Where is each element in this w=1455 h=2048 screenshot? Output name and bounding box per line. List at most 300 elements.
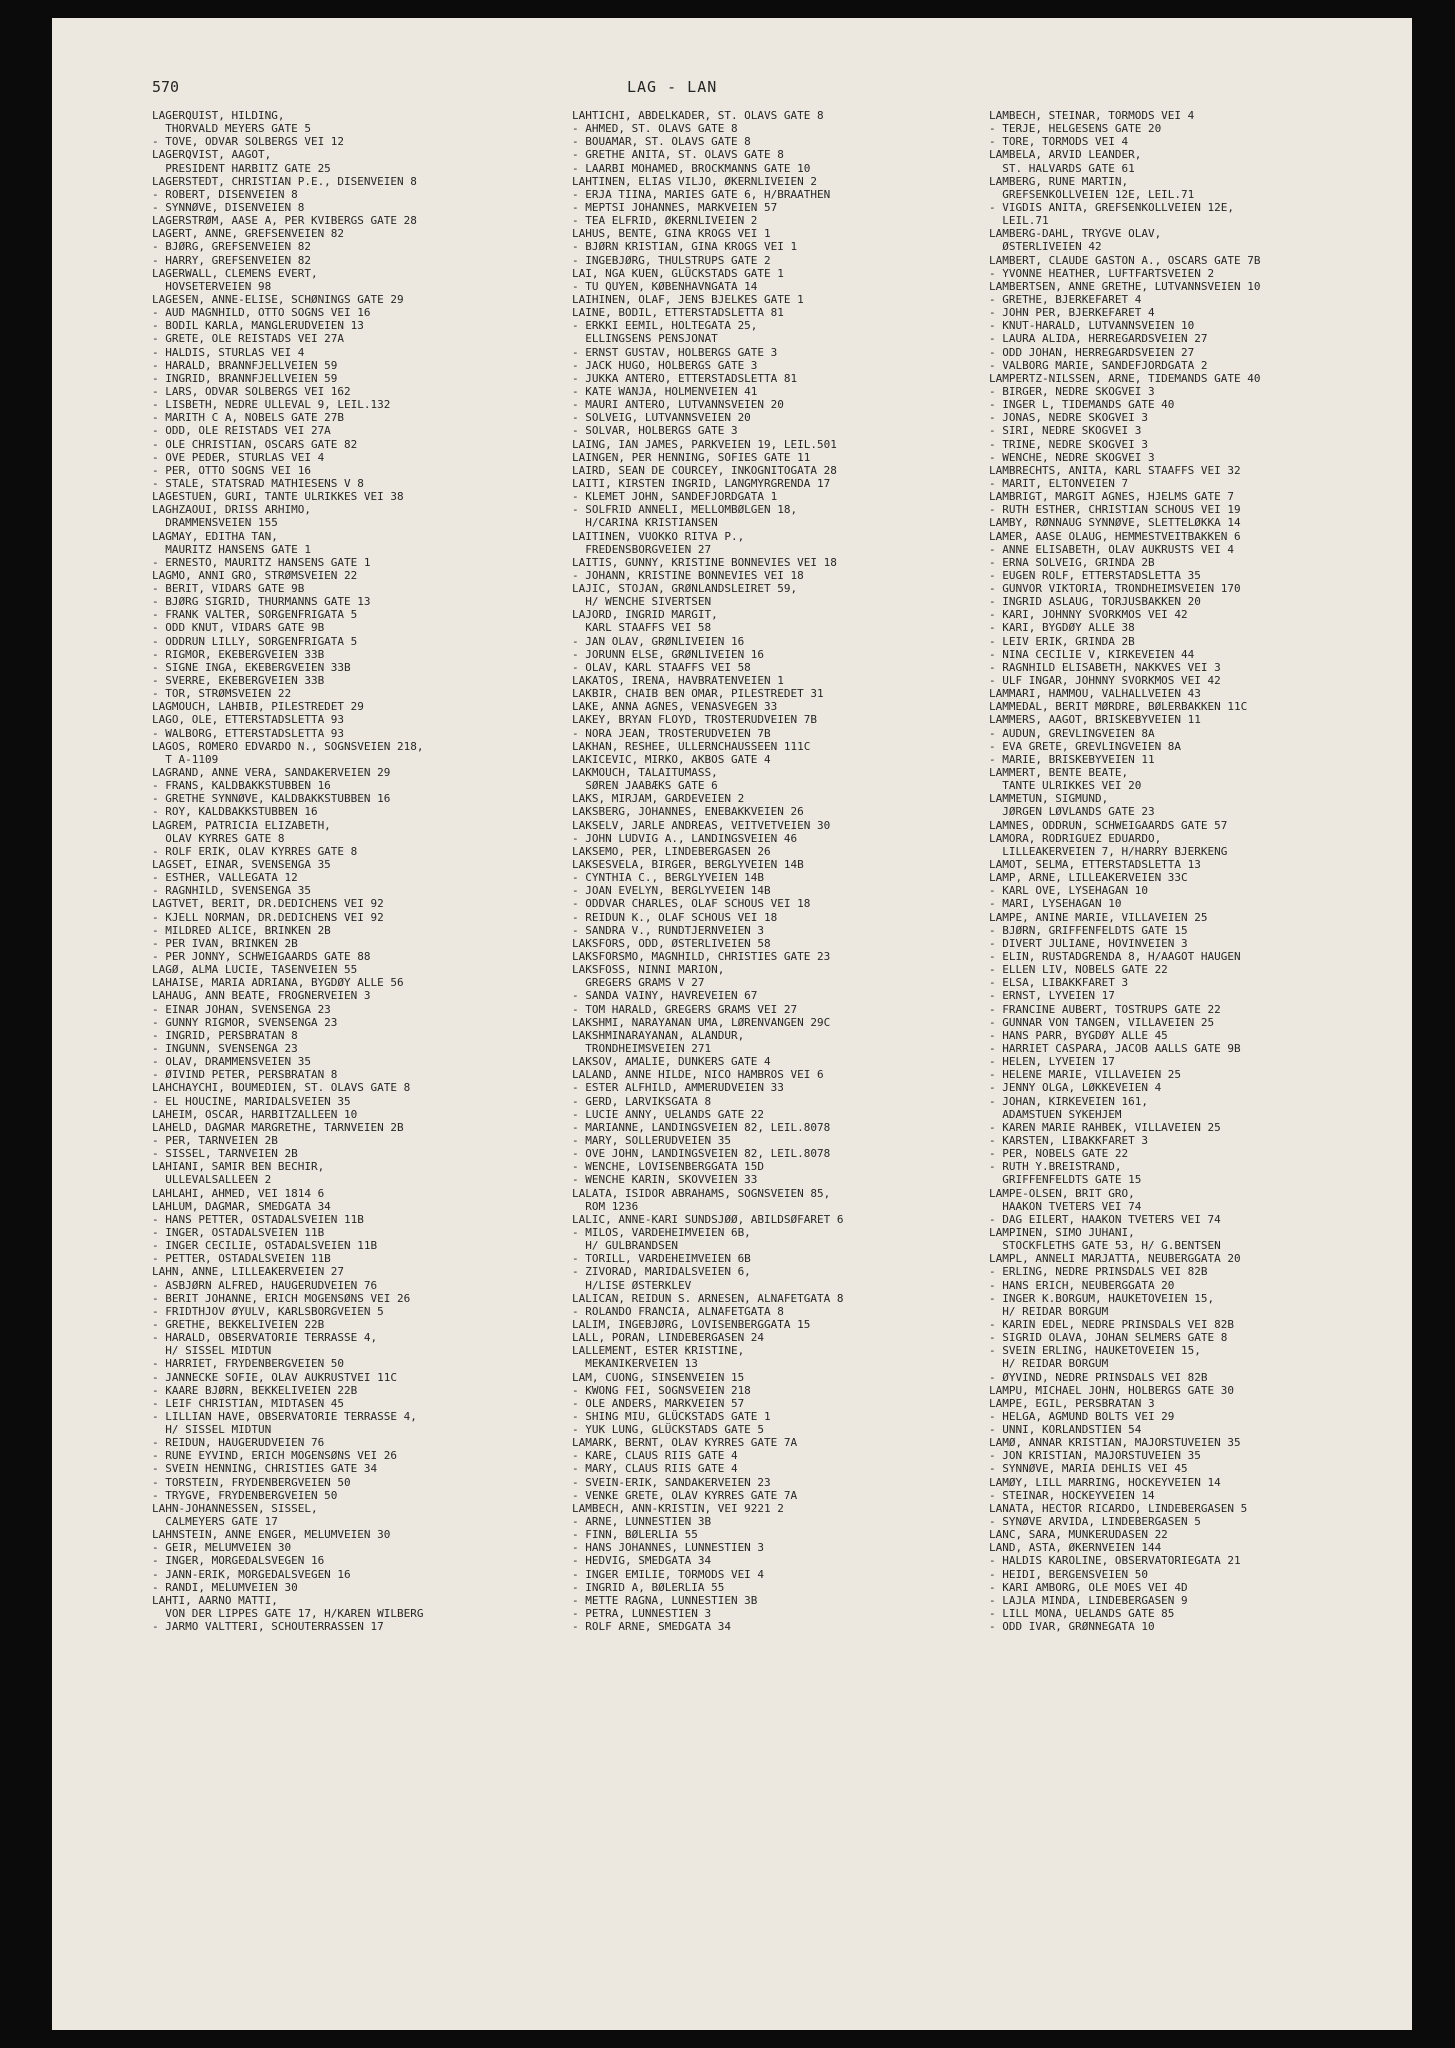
directory-entry-line: LAHN-JOHANNESSEN, SISSEL, bbox=[152, 1501, 318, 1515]
directory-column-1 bbox=[152, 109, 572, 1633]
directory-entry-line: ROM 1236 bbox=[572, 1199, 639, 1213]
directory-entry-line: STOCKFLETHS GATE 53, H/ G.BENTSEN bbox=[989, 1239, 1221, 1253]
directory-entry-line: LAINGEN, PER HENNING, SOFIES GATE 11 bbox=[572, 450, 811, 464]
directory-page bbox=[52, 18, 1412, 2030]
directory-entry-line: - GEIR, MELUMVEIEN 30 bbox=[152, 1541, 292, 1555]
directory-entry-line: - HANS ERICH, NEUBERGGATA 20 bbox=[989, 1278, 1175, 1292]
directory-entry-line: LAMNES, ODDRUN, SCHWEIGAARDS GATE 57 bbox=[989, 818, 1228, 832]
directory-entry-line: LAMOT, SELMA, ETTERSTADSLETTA 13 bbox=[989, 858, 1201, 872]
directory-entry-line: LAMARK, BERNT, OLAV KYRRES GATE 7A bbox=[572, 1436, 798, 1450]
directory-entry-line: - HARRY, GREFSENVEIEN 82 bbox=[152, 253, 311, 267]
directory-entry-line: - ØIVIND PETER, PERSBRATAN 8 bbox=[152, 1068, 338, 1082]
directory-entry-line: - RANDI, MELUMVEIEN 30 bbox=[152, 1580, 298, 1594]
directory-entry-line: - WENCHE, LOVISENBERGGATA 15D bbox=[572, 1160, 765, 1174]
directory-entry-line: - FINN, BØLERLIA 55 bbox=[572, 1528, 698, 1542]
directory-entry-line: - GUNNAR VON TANGEN, VILLAVEIEN 25 bbox=[989, 1015, 1215, 1029]
directory-entry-line: - AHMED, ST. OLAVS GATE 8 bbox=[572, 122, 738, 136]
directory-entry-line: - JARMO VALTTERI, SCHOUTERRASSEN 17 bbox=[152, 1620, 384, 1634]
directory-entry-line: LAKS, MIRJAM, GARDEVEIEN 2 bbox=[572, 792, 745, 806]
directory-entry-line: - KNUT-HARALD, LUTVANNSVEIEN 10 bbox=[989, 319, 1195, 333]
directory-entry-line: LAGO, OLE, ETTERSTADSLETTA 93 bbox=[152, 713, 345, 727]
directory-entry-line: LAHLUM, DAGMAR, SMEDGATA 34 bbox=[152, 1199, 331, 1213]
directory-entry-line: - FRANS, KALDBAKKSTUBBEN 16 bbox=[152, 779, 331, 793]
directory-entry-line: - ESTER ALFHILD, AMMERUDVEIEN 33 bbox=[572, 1081, 784, 1095]
directory-entry-line: - FRIDTHJOV ØYULV, KARLSBORGVEIEN 5 bbox=[152, 1304, 384, 1318]
directory-entry-line: LAM, CUONG, SINSENVEIEN 15 bbox=[572, 1370, 745, 1384]
directory-entry-line: - ERJA TIINA, MARIES GATE 6, H/BRAATHEN bbox=[572, 187, 831, 201]
directory-entry-line: - INGER EMILIE, TORMODS VEI 4 bbox=[572, 1567, 765, 1581]
directory-entry-line: KARL STAAFFS VEI 58 bbox=[572, 621, 712, 635]
directory-entry-line: LALAND, ANNE HILDE, NICO HAMBROS VEI 6 bbox=[572, 1068, 824, 1082]
directory-entry-line: - ODDRUN LILLY, SORGENFRIGATA 5 bbox=[152, 634, 358, 648]
directory-entry-line: - JOHANN, KRISTINE BONNEVIES VEI 18 bbox=[572, 568, 804, 582]
directory-entry-line: LAGMO, ANNI GRO, STRØMSVEIEN 22 bbox=[152, 568, 358, 582]
directory-entry-line: - ROLF ARNE, SMEDGATA 34 bbox=[572, 1620, 731, 1634]
directory-entry-line: - LAURA ALIDA, HERREGARDSVEIEN 27 bbox=[989, 332, 1208, 346]
directory-entry-line: - LEIF CHRISTIAN, MIDTASEN 45 bbox=[152, 1396, 345, 1410]
directory-entry-line: - SVERRE, EKEBERGVEIEN 33B bbox=[152, 674, 325, 688]
directory-entry-line: - HARALD, BRANNFJELLVEIEN 59 bbox=[152, 358, 338, 372]
directory-entry-line: H/ SISSEL MIDTUN bbox=[152, 1344, 272, 1358]
directory-entry-line: ST. HALVARDS GATE 61 bbox=[989, 161, 1135, 175]
directory-entry-line: - HELEN, LYVEIEN 17 bbox=[989, 1055, 1115, 1069]
directory-entry-line: - VENKE GRETE, OLAV KYRRES GATE 7A bbox=[572, 1488, 798, 1502]
directory-entry-line: LAMP, ARNE, LILLEAKERVEIEN 33C bbox=[989, 871, 1188, 885]
directory-entry-line: LAGERSTEDT, CHRISTIAN P.E., DISENVEIEN 8 bbox=[152, 174, 417, 188]
directory-entry-line: LAKSFORS, ODD, ØSTERLIVEIEN 58 bbox=[572, 936, 771, 950]
directory-entry-line: ULLEVALSALLEEN 2 bbox=[152, 1173, 272, 1187]
directory-entry-line: LAKHAN, RESHEE, ULLERNCHAUSSEEN 111C bbox=[572, 739, 811, 753]
directory-entry-line: - ROLF ERIK, OLAV KYRRES GATE 8 bbox=[152, 844, 358, 858]
directory-entry-line: LAKICEVIC, MIRKO, AKBOS GATE 4 bbox=[572, 752, 771, 766]
directory-entry-line: JØRGEN LØVLANDS GATE 23 bbox=[989, 805, 1155, 819]
directory-entry-line: - HANS JOHANNES, LUNNESTIEN 3 bbox=[572, 1541, 765, 1555]
directory-entry-line: LAKSBERG, JOHANNES, ENEBAKKVEIEN 26 bbox=[572, 805, 804, 819]
directory-entry-line: PRESIDENT HARBITZ GATE 25 bbox=[152, 161, 331, 175]
directory-entry-line: LALIM, INGEBJØRG, LOVISENBERGGATA 15 bbox=[572, 1317, 811, 1331]
directory-entry-line: GRIFFENFELDTS GATE 15 bbox=[989, 1173, 1142, 1187]
directory-entry-line: ELLINGSENS PENSJONAT bbox=[572, 332, 718, 346]
directory-entry-line: - PETRA, LUNNESTIEN 3 bbox=[572, 1607, 712, 1621]
directory-entry-line: - AUDUN, GREVLINGVEIEN 8A bbox=[989, 726, 1155, 740]
directory-entry-line: - MILOS, VARDEHEIMVEIEN 6B, bbox=[572, 1225, 751, 1239]
directory-entry-line: LAMBY, RØNNAUG SYNNØVE, SLETTELØKKA 14 bbox=[989, 516, 1241, 530]
directory-entry-line: - KJELL NORMAN, DR.DEDICHENS VEI 92 bbox=[152, 910, 384, 924]
directory-entry-line: - EINAR JOHAN, SVENSENGA 23 bbox=[152, 1002, 331, 1016]
directory-entry-line: LAKSESVELA, BIRGER, BERGLYVEIEN 14B bbox=[572, 858, 804, 872]
directory-entry-line: - JUKKA ANTERO, ETTERSTADSLETTA 81 bbox=[572, 371, 798, 385]
directory-entry-line: - INGER CECILIE, OSTADALSVEIEN 11B bbox=[152, 1239, 378, 1253]
directory-entry-line: - TERJE, HELGESENS GATE 20 bbox=[989, 122, 1162, 136]
directory-entry-line: - OLE CHRISTIAN, OSCARS GATE 82 bbox=[152, 437, 358, 451]
directory-entry-line: - JORUNN ELSE, GRØNLIVEIEN 16 bbox=[572, 647, 765, 661]
directory-entry-line: - KARI AMBORG, OLE MOES VEI 4D bbox=[989, 1580, 1188, 1594]
directory-entry-line: - WALBORG, ETTERSTADSLETTA 93 bbox=[152, 726, 345, 740]
directory-entry-line: - PER IVAN, BRINKEN 2B bbox=[152, 936, 298, 950]
directory-entry-line: LEIL.71 bbox=[989, 214, 1049, 228]
directory-entry-line: - JON KRISTIAN, MAJORSTUVEIEN 35 bbox=[989, 1449, 1201, 1463]
directory-entry-line: GREGERS GRAMS V 27 bbox=[572, 976, 705, 990]
directory-entry-line: LAGERQVIST, AAGOT, bbox=[152, 148, 272, 162]
directory-entry-line: - TU QUYEN, KØBENHAVNGATA 14 bbox=[572, 279, 758, 293]
directory-entry-line: - INGER L, TIDEMANDS GATE 40 bbox=[989, 398, 1175, 412]
directory-entry-line: LAMER, AASE OLAUG, HEMMESTVEITBAKKEN 6 bbox=[989, 529, 1241, 543]
directory-entry-line: - BJØRN, GRIFFENFELDTS GATE 15 bbox=[989, 923, 1188, 937]
directory-entry-line: - STALE, STATSRAD MATHIESENS V 8 bbox=[152, 476, 364, 490]
directory-entry-line: LAMBELA, ARVID LEANDER, bbox=[989, 148, 1142, 162]
directory-entry-line: - JOHN PER, BJERKEFARET 4 bbox=[989, 306, 1155, 320]
directory-entry-line: - ROY, KALDBAKKSTUBBEN 16 bbox=[152, 805, 318, 819]
directory-entry-line: LAIHINEN, OLAF, JENS BJELKES GATE 1 bbox=[572, 292, 804, 306]
directory-entry-line: LAHAUG, ANN BEATE, FROGNERVEIEN 3 bbox=[152, 989, 371, 1003]
directory-entry-line: LAMBECH, STEINAR, TORMODS VEI 4 bbox=[989, 109, 1195, 122]
page-number: 570 bbox=[152, 78, 180, 96]
directory-entry-line: - RUTH ESTHER, CHRISTIAN SCHOUS VEI 19 bbox=[989, 503, 1241, 517]
directory-entry-line: - LAARBI MOHAMED, BROCKMANNS GATE 10 bbox=[572, 161, 811, 175]
directory-entry-line: LAIRD, SEAN DE COURCEY, INKOGNITOGATA 28 bbox=[572, 463, 837, 477]
directory-entry-line: LAKSHMI, NARAYANAN UMA, LØRENVANGEN 29C bbox=[572, 1015, 831, 1029]
directory-entry-line: LAGHZAOUI, DRISS ARHIMO, bbox=[152, 503, 311, 517]
directory-entry-line: - ULF INGAR, JOHNNY SVORKMOS VEI 42 bbox=[989, 674, 1221, 688]
directory-entry-line: - GRETHE, BEKKELIVEIEN 22B bbox=[152, 1317, 325, 1331]
directory-entry-line: - INGRID, PERSBRATAN 8 bbox=[152, 1028, 298, 1042]
directory-entry-line: ADAMSTUEN SYKEHJEM bbox=[989, 1107, 1122, 1121]
directory-entry-line: - TORE, TORMODS VEI 4 bbox=[989, 135, 1129, 149]
directory-entry-line: - STEINAR, HOCKEYVEIEN 14 bbox=[989, 1488, 1155, 1502]
directory-entry-line: LAGREM, PATRICIA ELIZABETH, bbox=[152, 818, 331, 832]
directory-entry-line: - HALDIS, STURLAS VEI 4 bbox=[152, 345, 305, 359]
directory-entry-line: - SOLFRID ANNELI, MELLOMBØLGEN 18, bbox=[572, 503, 798, 517]
directory-entry-line: - GRETE, OLE REISTADS VEI 27A bbox=[152, 332, 345, 346]
directory-entry-line: - ERNA SOLVEIG, GRINDA 2B bbox=[989, 555, 1155, 569]
directory-entry-line: HOVSETERVEIEN 98 bbox=[152, 279, 272, 293]
directory-entry-line: LAKSFORSMO, MAGNHILD, CHRISTIES GATE 23 bbox=[572, 950, 831, 963]
directory-entry-line: OLAV KYRRES GATE 8 bbox=[152, 831, 285, 845]
directory-entry-line: LAGMOUCH, LAHBIB, PILESTREDET 29 bbox=[152, 700, 364, 714]
directory-entry-line: LAMMETUN, SIGMUND, bbox=[989, 792, 1109, 806]
directory-entry-line: - YVONNE HEATHER, LUFTFARTSVEIEN 2 bbox=[989, 266, 1215, 280]
directory-entry-line: - LARS, ODVAR SOLBERGS VEI 162 bbox=[152, 384, 351, 398]
directory-entry-line: H/ SISSEL MIDTUN bbox=[152, 1423, 272, 1437]
directory-entry-line: VON DER LIPPES GATE 17, H/KAREN WILBERG bbox=[152, 1607, 424, 1621]
directory-entry-line: LAKATOS, IRENA, HAVBRATENVEIEN 1 bbox=[572, 674, 784, 688]
directory-entry-line: HAAKON TVETERS VEI 74 bbox=[989, 1199, 1142, 1213]
directory-entry-line: LAGØ, ALMA LUCIE, TASENVEIEN 55 bbox=[152, 963, 358, 977]
directory-entry-line: - EUGEN ROLF, ETTERSTADSLETTA 35 bbox=[989, 568, 1201, 582]
directory-entry-line: - FRANK VALTER, SORGENFRIGATA 5 bbox=[152, 608, 358, 622]
directory-entry-line: MAURITZ HANSENS GATE 1 bbox=[152, 542, 311, 556]
directory-entry-line: - EL HOUCINE, MARIDALSVEIEN 35 bbox=[152, 1094, 351, 1108]
directory-entry-line: - CYNTHIA C., BERGLYVEIEN 14B bbox=[572, 871, 765, 885]
directory-entry-line: LAMPERTZ-NILSSEN, ARNE, TIDEMANDS GATE 40 bbox=[989, 371, 1261, 385]
directory-entry-line: - INGER, MORGEDALSVEGEN 16 bbox=[152, 1554, 325, 1568]
directory-entry-line: - REIDUN K., OLAF SCHOUS VEI 18 bbox=[572, 910, 778, 924]
directory-entry-line: SØREN JAABÆKS GATE 6 bbox=[572, 779, 718, 793]
directory-entry-line: LANATA, HECTOR RICARDO, LINDEBERGASEN 5 bbox=[989, 1501, 1248, 1515]
directory-entry-line: TANTE ULRIKKES VEI 20 bbox=[989, 779, 1142, 793]
directory-entry-line: - LAJLA MINDA, LINDEBERGASEN 9 bbox=[989, 1593, 1188, 1607]
directory-entry-line: - ELLEN LIV, NOBELS GATE 22 bbox=[989, 963, 1168, 977]
directory-entry-line: LAMØ, ANNAR KRISTIAN, MAJORSTUVEIEN 35 bbox=[989, 1436, 1241, 1450]
directory-entry-line: - BIRGER, NEDRE SKOGVEI 3 bbox=[989, 384, 1155, 398]
directory-entry-line: - INGEBJØRG, THULSTRUPS GATE 2 bbox=[572, 253, 771, 267]
directory-column-3 bbox=[989, 109, 1409, 1633]
directory-entry-line: - ESTHER, VALLEGATA 12 bbox=[152, 871, 298, 885]
directory-entry-line: - JOHN LUDVIG A., LANDINGSVEIEN 46 bbox=[572, 831, 798, 845]
directory-entry-line: LAITINEN, VUOKKO RITVA P., bbox=[572, 529, 745, 543]
directory-entry-line: LAGESTUEN, GURI, TANTE ULRIKKES VEI 38 bbox=[152, 490, 404, 504]
directory-entry-line: LAGMAY, EDITHA TAN, bbox=[152, 529, 278, 543]
directory-entry-line: - BOUAMAR, ST. OLAVS GATE 8 bbox=[572, 135, 751, 149]
directory-entry-line: - TOVE, ODVAR SOLBERGS VEI 12 bbox=[152, 135, 345, 149]
directory-entry-line: - KLEMET JOHN, SANDEFJORDGATA 1 bbox=[572, 490, 778, 504]
directory-entry-line: - OVE PEDER, STURLAS VEI 4 bbox=[152, 450, 325, 464]
directory-entry-line: - JANN-ERIK, MORGEDALSVEGEN 16 bbox=[152, 1567, 351, 1581]
directory-entry-line: LAMØY, LILL MARRING, HOCKEYVEIEN 14 bbox=[989, 1475, 1221, 1489]
directory-entry-line: - JOAN EVELYN, BERGLYVEIEN 14B bbox=[572, 884, 771, 898]
directory-entry-line: - JONAS, NEDRE SKOGVEI 3 bbox=[989, 411, 1148, 425]
directory-entry-line: LAING, IAN JAMES, PARKVEIEN 19, LEIL.501 bbox=[572, 437, 837, 451]
directory-entry-line: LAKMOUCH, TALAITUMASS, bbox=[572, 766, 718, 780]
directory-entry-line: - ODD JOHAN, HERREGARDSVEIEN 27 bbox=[989, 345, 1195, 359]
directory-entry-line: LAKSHMINARAYANAN, ALANDUR, bbox=[572, 1028, 745, 1042]
directory-entry-line: - SYNNØVE, DISENVEIEN 8 bbox=[152, 200, 305, 214]
directory-entry-line: LAHN, ANNE, LILLEAKERVEIEN 27 bbox=[152, 1265, 345, 1279]
directory-entry-line: - HARRIET, FRYDENBERGVEIEN 50 bbox=[152, 1357, 345, 1371]
directory-entry-line: - SIGNE INGA, EKEBERGVEIEN 33B bbox=[152, 660, 351, 674]
directory-entry-line: - TOR, STRØMSVEIEN 22 bbox=[152, 687, 292, 701]
directory-entry-line: LAHTICHI, ABDELKADER, ST. OLAVS GATE 8 bbox=[572, 109, 824, 122]
directory-entry-line: - ELSA, LIBAKKFARET 3 bbox=[989, 976, 1129, 990]
directory-entry-line: LAMPE, EGIL, PERSBRATAN 3 bbox=[989, 1396, 1155, 1410]
directory-entry-line: LAMBRIGT, MARGIT AGNES, HJELMS GATE 7 bbox=[989, 490, 1235, 504]
directory-entry-line: - LILLIAN HAVE, OBSERVATORIE TERRASSE 4, bbox=[152, 1409, 417, 1423]
directory-entry-line: LAMPE-OLSEN, BRIT GRO, bbox=[989, 1186, 1135, 1200]
directory-entry-line: - SYNØVE ARVIDA, LINDEBERGASEN 5 bbox=[989, 1515, 1201, 1529]
directory-entry-line: LAHLAHI, AHMED, VEI 1814 6 bbox=[152, 1186, 325, 1200]
directory-entry-line: - BERIT, VIDARS GATE 9B bbox=[152, 582, 305, 596]
directory-entry-line: - KAREN MARIE RAHBEK, VILLAVEIEN 25 bbox=[989, 1120, 1221, 1134]
directory-entry-line: - YUK LUNG, GLÜCKSTADS GATE 5 bbox=[572, 1423, 765, 1437]
directory-entry-line: - WENCHE KARIN, SKOVVEIEN 33 bbox=[572, 1173, 758, 1187]
directory-entry-line: - GERD, LARVIKSGATA 8 bbox=[572, 1094, 712, 1108]
directory-entry-line: - SYNNØVE, MARIA DEHLIS VEI 45 bbox=[989, 1462, 1188, 1476]
directory-entry-line: LAMBRECHTS, ANITA, KARL STAAFFS VEI 32 bbox=[989, 463, 1241, 477]
directory-entry-line: - OVE JOHN, LANDINGSVEIEN 82, LEIL.8078 bbox=[572, 1147, 831, 1161]
directory-column-2 bbox=[572, 109, 992, 1633]
directory-entry-line: - RUNE EYVIND, ERICH MOGENSØNS VEI 26 bbox=[152, 1449, 398, 1463]
page-header: LAG - LAN bbox=[627, 78, 718, 96]
directory-entry-line: - ERKKI EEMIL, HOLTEGATA 25, bbox=[572, 319, 758, 333]
directory-entry-line: - KATE WANJA, HOLMENVEIEN 41 bbox=[572, 384, 758, 398]
directory-entry-line: - GUNVOR VIKTORIA, TRONDHEIMSVEIEN 170 bbox=[989, 582, 1241, 596]
directory-entry-line: - SOLVEIG, LUTVANNSVEIEN 20 bbox=[572, 411, 751, 425]
directory-entry-line: LAITI, KIRSTEN INGRID, LANGMYRGRENDA 17 bbox=[572, 476, 831, 490]
directory-entry-line: - MARIE, BRISKEBYVEIEN 11 bbox=[989, 752, 1155, 766]
directory-entry-line: - MARIANNE, LANDINGSVEIEN 82, LEIL.8078 bbox=[572, 1120, 831, 1134]
directory-entry-line: - HELENE MARIE, VILLAVEIEN 25 bbox=[989, 1068, 1182, 1082]
directory-entry-line: - SOLVAR, HOLBERGS GATE 3 bbox=[572, 424, 738, 438]
directory-entry-line: - WENCHE, NEDRE SKOGVEI 3 bbox=[989, 450, 1155, 464]
directory-entry-line: - OLAV, KARL STAAFFS VEI 58 bbox=[572, 660, 751, 674]
directory-entry-line: - KARI, JOHNNY SVORKMOS VEI 42 bbox=[989, 608, 1188, 622]
directory-entry-line: LAKSEMO, PER, LINDEBERGASEN 26 bbox=[572, 844, 771, 858]
directory-entry-line: - RAGNHILD ELISABETH, NAKKVES VEI 3 bbox=[989, 660, 1221, 674]
directory-entry-line: LAGERSTRØM, AASE A, PER KVIBERGS GATE 28 bbox=[152, 214, 417, 228]
directory-entry-line: - KARE, CLAUS RIIS GATE 4 bbox=[572, 1449, 738, 1463]
directory-entry-line: - ARNE, LUNNESTIEN 3B bbox=[572, 1515, 712, 1529]
directory-entry-line: LAHNSTEIN, ANNE ENGER, MELUMVEIEN 30 bbox=[152, 1528, 391, 1542]
directory-entry-line: LAMBECH, ANN-KRISTIN, VEI 9221 2 bbox=[572, 1501, 784, 1515]
directory-entry-line: LAMMARI, HAMMOU, VALHALLVEIEN 43 bbox=[989, 687, 1201, 701]
directory-entry-line: - SISSEL, TARNVEIEN 2B bbox=[152, 1147, 298, 1161]
directory-entry-line: - TOM HARALD, GREGERS GRAMS VEI 27 bbox=[572, 1002, 798, 1016]
directory-entry-line: LAINE, BODIL, ETTERSTADSLETTA 81 bbox=[572, 306, 784, 320]
directory-entry-line: LAMBERG-DAHL, TRYGVE OLAV, bbox=[989, 227, 1162, 241]
directory-entry-line: - INGER K.BORGUM, HAUKETOVEIEN 15, bbox=[989, 1291, 1215, 1305]
directory-entry-line: - GUNNY RIGMOR, SVENSENGA 23 bbox=[152, 1015, 338, 1029]
directory-entry-line: - BJØRG, GREFSENVEIEN 82 bbox=[152, 240, 311, 254]
directory-entry-line: - ODD, OLE REISTADS VEI 27A bbox=[152, 424, 331, 438]
directory-entry-line: - MARY, SOLLERUDVEIEN 35 bbox=[572, 1133, 731, 1147]
directory-entry-line: LAKE, ANNA AGNES, VENASVEGEN 33 bbox=[572, 700, 778, 714]
directory-entry-line: - HARRIET CASPARA, JACOB AALLS GATE 9B bbox=[989, 1041, 1241, 1055]
directory-entry-line: - KARSTEN, LIBAKKFARET 3 bbox=[989, 1133, 1148, 1147]
directory-entry-line: - BJØRG SIGRID, THURMANNS GATE 13 bbox=[152, 595, 371, 609]
directory-entry-line: - KARL OVE, LYSEHAGAN 10 bbox=[989, 884, 1148, 898]
directory-entry-line: LAMPU, MICHAEL JOHN, HOLBERGS GATE 30 bbox=[989, 1383, 1235, 1397]
directory-entry-line: - SIRI, NEDRE SKOGVEI 3 bbox=[989, 424, 1142, 438]
directory-entry-line: - INGRID ASLAUG, TORJUSBAKKEN 20 bbox=[989, 595, 1201, 609]
directory-entry-line: - INGRID, BRANNFJELLVEIEN 59 bbox=[152, 371, 338, 385]
directory-entry-line: H/ WENCHE SIVERTSEN bbox=[572, 595, 712, 609]
directory-entry-line: LAKSFOSS, NINNI MARION, bbox=[572, 963, 725, 977]
directory-entry-line: - ODD KNUT, VIDARS GATE 9B bbox=[152, 621, 325, 635]
directory-entry-line: LAMMERS, AAGOT, BRISKEBYVEIEN 11 bbox=[989, 713, 1201, 727]
directory-entry-line: LAHAISE, MARIA ADRIANA, BYGDØY ALLE 56 bbox=[152, 976, 404, 990]
directory-entry-line: - HANS PETTER, OSTADALSVEIEN 11B bbox=[152, 1212, 364, 1226]
directory-entry-line: LALL, PORAN, LINDEBERGASEN 24 bbox=[572, 1331, 765, 1345]
directory-entry-line: LAKEY, BRYAN FLOYD, TROSTERUDVEIEN 7B bbox=[572, 713, 818, 727]
directory-entry-line: LAITIS, GUNNY, KRISTINE BONNEVIES VEI 18 bbox=[572, 555, 837, 569]
directory-entry-line: H/ GULBRANDSEN bbox=[572, 1239, 678, 1253]
directory-entry-line: H/ REIDAR BORGUM bbox=[989, 1304, 1109, 1318]
directory-entry-line: - SVEIN ERLING, HAUKETOVEIEN 15, bbox=[989, 1344, 1201, 1358]
directory-entry-line: - KAARE BJØRN, BEKKELIVEIEN 22B bbox=[152, 1383, 358, 1397]
directory-entry-line: - ASBJØRN ALFRED, HAUGERUDVEIEN 76 bbox=[152, 1278, 378, 1292]
directory-entry-line: LAHTINEN, ELIAS VILJO, ØKERNLIVEIEN 2 bbox=[572, 174, 818, 188]
directory-entry-line: - RAGNHILD, SVENSENGA 35 bbox=[152, 884, 311, 898]
directory-entry-line: - MAURI ANTERO, LUTVANNSVEIEN 20 bbox=[572, 398, 784, 412]
directory-entry-line: - HEIDI, BERGENSVEIEN 50 bbox=[989, 1567, 1148, 1581]
directory-entry-line: - GRETHE, BJERKEFARET 4 bbox=[989, 292, 1142, 306]
directory-entry-line: LAHCHAYCHI, BOUMEDIEN, ST. OLAVS GATE 8 bbox=[152, 1081, 411, 1095]
directory-entry-line: LAMBERT, CLAUDE GASTON A., OSCARS GATE 7B bbox=[989, 253, 1261, 267]
directory-entry-line: TRONDHEIMSVEIEN 271 bbox=[572, 1041, 712, 1055]
directory-entry-line: LAGSET, EINAR, SVENSENGA 35 bbox=[152, 858, 331, 872]
directory-entry-line: - LUCIE ANNY, UELANDS GATE 22 bbox=[572, 1107, 765, 1121]
directory-entry-line: - ERLING, NEDRE PRINSDALS VEI 82B bbox=[989, 1265, 1208, 1279]
directory-entry-line: - BJØRN KRISTIAN, GINA KROGS VEI 1 bbox=[572, 240, 798, 254]
directory-entry-line: - KARIN EDEL, NEDRE PRINSDALS VEI 82B bbox=[989, 1317, 1235, 1331]
directory-entry-line: CALMEYERS GATE 17 bbox=[152, 1515, 278, 1529]
directory-entry-line: - OLAV, DRAMMENSVEIEN 35 bbox=[152, 1055, 311, 1069]
directory-entry-line: - MARI, LYSEHAGAN 10 bbox=[989, 897, 1122, 911]
directory-entry-line: - DIVERT JULIANE, HOVINVEIEN 3 bbox=[989, 936, 1188, 950]
directory-entry-line: - TRYGVE, FRYDENBERGVEIEN 50 bbox=[152, 1488, 338, 1502]
directory-entry-line: - HALDIS KAROLINE, OBSERVATORIEGATA 21 bbox=[989, 1554, 1241, 1568]
directory-entry-line: LAHEIM, OSCAR, HARBITZALLEEN 10 bbox=[152, 1107, 358, 1121]
directory-entry-line: - REIDUN, HAUGERUDVEIEN 76 bbox=[152, 1436, 325, 1450]
directory-entry-line: - HEDVIG, SMEDGATA 34 bbox=[572, 1554, 712, 1568]
directory-entry-line: - BODIL KARLA, MANGLERUDVEIEN 13 bbox=[152, 319, 364, 333]
directory-entry-line: - ROLANDO FRANCIA, ALNAFETGATA 8 bbox=[572, 1304, 784, 1318]
directory-entry-line: - JENNY OLGA, LØKKEVEIEN 4 bbox=[989, 1081, 1162, 1095]
directory-entry-line: - ELIN, RUSTADGRENDA 8, H/AAGOT HAUGEN bbox=[989, 950, 1241, 963]
directory-entry-line: LAI, NGA KUEN, GLÜCKSTADS GATE 1 bbox=[572, 266, 784, 280]
directory-entry-line: MEKANIKERVEIEN 13 bbox=[572, 1357, 698, 1371]
directory-entry-line: - ERNESTO, MAURITZ HANSENS GATE 1 bbox=[152, 555, 371, 569]
directory-entry-line: LAGOS, ROMERO EDVARDO N., SOGNSVEIEN 218, bbox=[152, 739, 424, 753]
directory-entry-line: LAGERQUIST, HILDING, bbox=[152, 109, 285, 122]
directory-entry-line: - KWONG FEI, SOGNSVEIEN 218 bbox=[572, 1383, 751, 1397]
directory-entry-line: DRAMMENSVEIEN 155 bbox=[152, 516, 278, 530]
directory-entry-line: T A-1109 bbox=[152, 752, 219, 766]
directory-entry-line: - INGRID A, BØLERLIA 55 bbox=[572, 1580, 725, 1594]
directory-entry-line: - JAN OLAV, GRØNLIVEIEN 16 bbox=[572, 634, 745, 648]
directory-entry-line: - AUD MAGNHILD, OTTO SOGNS VEI 16 bbox=[152, 306, 371, 320]
directory-entry-line: - JOHAN, KIRKEVEIEN 161, bbox=[989, 1094, 1148, 1108]
directory-entry-line: - LISBETH, NEDRE ULLEVAL 9, LEIL.132 bbox=[152, 398, 391, 412]
directory-entry-line: - TEA ELFRID, ØKERNLIVEIEN 2 bbox=[572, 214, 758, 228]
directory-entry-line: - LEIV ERIK, GRINDA 2B bbox=[989, 634, 1135, 648]
directory-entry-line: LAKSOV, AMALIE, DUNKERS GATE 4 bbox=[572, 1055, 771, 1069]
directory-entry-line: H/LISE ØSTERKLEV bbox=[572, 1278, 692, 1292]
directory-entry-line: - MILDRED ALICE, BRINKEN 2B bbox=[152, 923, 331, 937]
directory-entry-line: - MARY, CLAUS RIIS GATE 4 bbox=[572, 1462, 738, 1476]
directory-entry-line: - ERNST, LYVEIEN 17 bbox=[989, 989, 1115, 1003]
directory-entry-line: - UNNI, KORLANDSTIEN 54 bbox=[989, 1423, 1142, 1437]
directory-entry-line: - SHING MIU, GLÜCKSTADS GATE 1 bbox=[572, 1409, 771, 1423]
directory-entry-line: LAMPINEN, SIMO JUHANI, bbox=[989, 1225, 1135, 1239]
directory-entry-line: - OLE ANDERS, MARKVEIEN 57 bbox=[572, 1396, 745, 1410]
directory-entry-line: LAGERWALL, CLEMENS EVERT, bbox=[152, 266, 318, 280]
directory-entry-line: - SVEIN-ERIK, SANDAKERVEIEN 23 bbox=[572, 1475, 771, 1489]
directory-entry-line: LAMORA, RODRIGUEZ EDUARDO, bbox=[989, 831, 1162, 845]
directory-entry-line: - TRINE, NEDRE SKOGVEI 3 bbox=[989, 437, 1148, 451]
directory-entry-line: LAGERT, ANNE, GREFSENVEIEN 82 bbox=[152, 227, 345, 241]
directory-entry-line: - VALBORG MARIE, SANDEFJORDGATA 2 bbox=[989, 358, 1208, 372]
directory-entry-line: LANC, SARA, MUNKERUDASEN 22 bbox=[989, 1528, 1168, 1542]
directory-entry-line: - MARITH C A, NOBELS GATE 27B bbox=[152, 411, 345, 425]
directory-entry-line: - FRANCINE AUBERT, TOSTRUPS GATE 22 bbox=[989, 1002, 1221, 1016]
directory-entry-line: LAKSELV, JARLE ANDREAS, VEITVETVEIEN 30 bbox=[572, 818, 831, 832]
directory-entry-line: - GRETHE ANITA, ST. OLAVS GATE 8 bbox=[572, 148, 784, 162]
directory-entry-line: - ANNE ELISABETH, OLAV AUKRUSTS VEI 4 bbox=[989, 542, 1235, 556]
directory-entry-line: - TORILL, VARDEHEIMVEIEN 6B bbox=[572, 1252, 751, 1266]
directory-entry-line: - SANDRA V., RUNDTJERNVEIEN 3 bbox=[572, 923, 765, 937]
directory-entry-line: LAJORD, INGRID MARGIT, bbox=[572, 608, 718, 622]
directory-entry-line: - INGER, OSTADALSVEIEN 11B bbox=[152, 1225, 325, 1239]
directory-entry-line: LAHELD, DAGMAR MARGRETHE, TARNVEIEN 2B bbox=[152, 1120, 404, 1134]
directory-entry-line: - SIGRID OLAVA, JOHAN SELMERS GATE 8 bbox=[989, 1331, 1228, 1345]
directory-entry-line: LAND, ASTA, ØKERNVEIEN 144 bbox=[989, 1541, 1162, 1555]
directory-entry-line: - GRETHE SYNNØVE, KALDBAKKSTUBBEN 16 bbox=[152, 792, 391, 806]
directory-entry-line: LAMBERTSEN, ANNE GRETHE, LUTVANNSVEIEN 10 bbox=[989, 279, 1261, 293]
directory-entry-line: LAHUS, BENTE, GINA KROGS VEI 1 bbox=[572, 227, 771, 241]
directory-entry-line: - HELGA, AGMUND BOLTS VEI 29 bbox=[989, 1409, 1175, 1423]
directory-entry-line: LAMMERT, BENTE BEATE, bbox=[989, 766, 1129, 780]
